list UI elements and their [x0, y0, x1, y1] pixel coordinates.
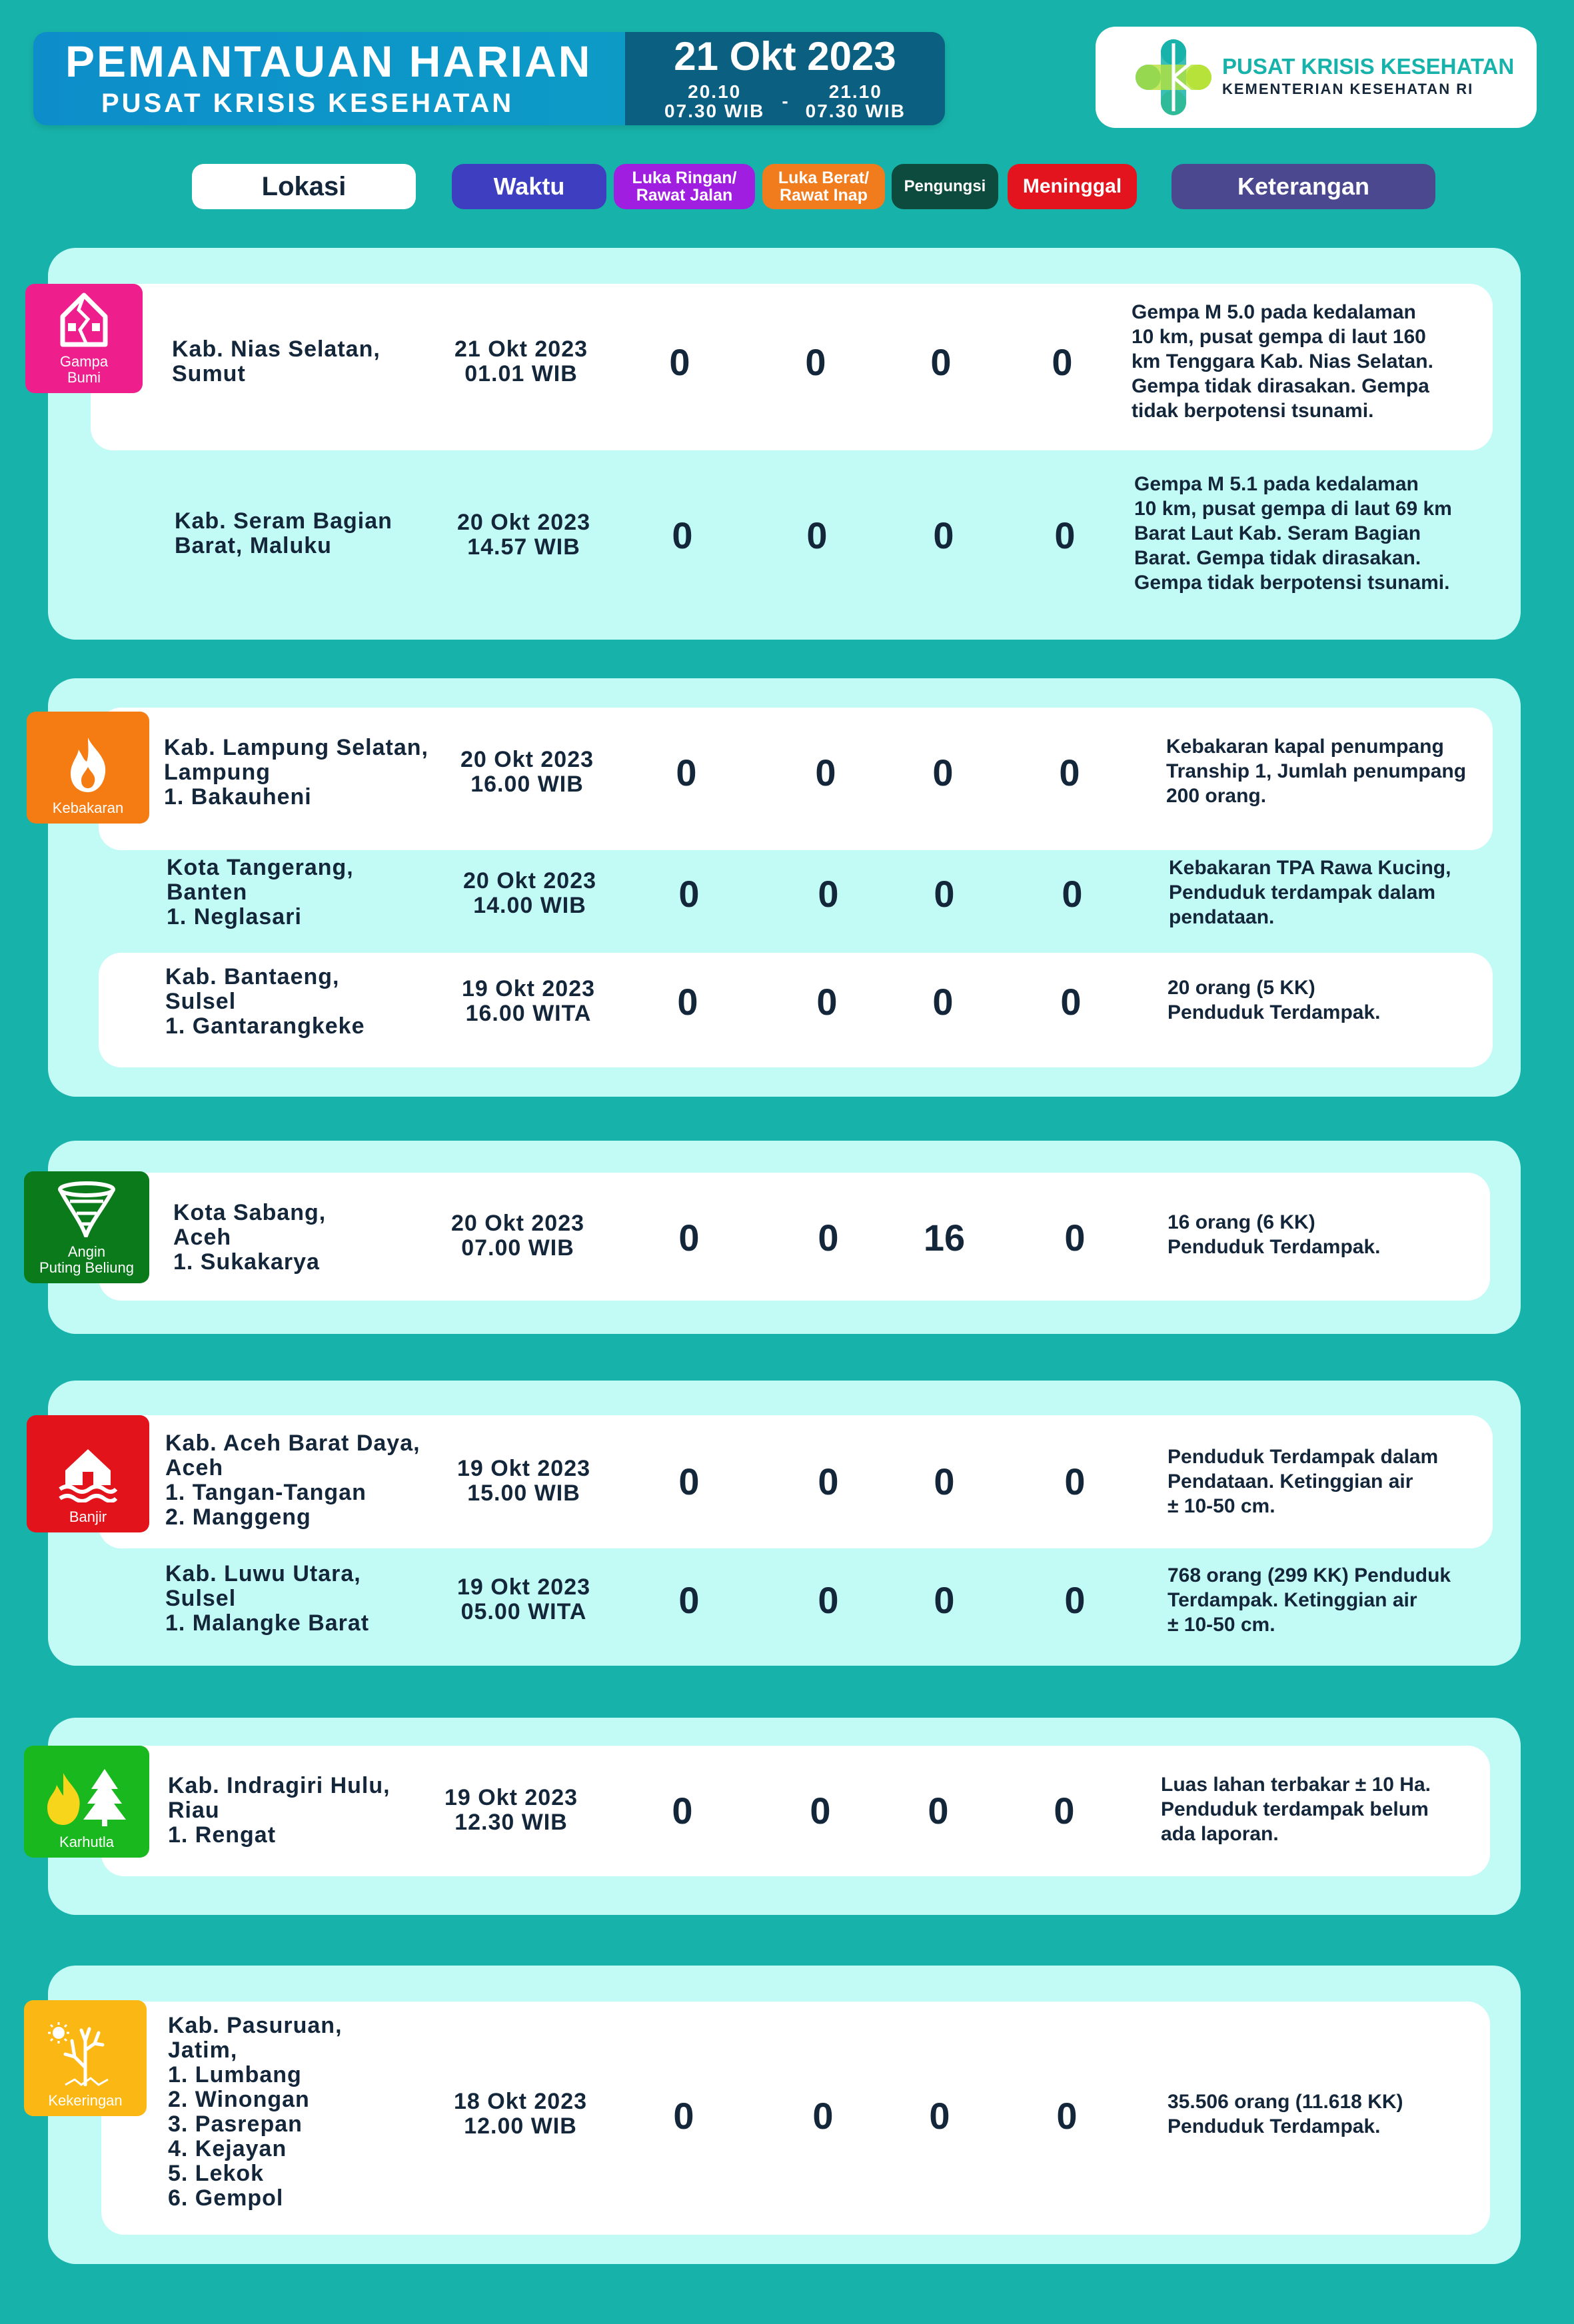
row-keterangan: Luas lahan terbakar ± 10 Ha. Penduduk terdampak belum ada laporan.	[1161, 1774, 1431, 1845]
row-luka-ringan: 0	[669, 341, 690, 383]
column-header-meninggal: Meninggal	[1008, 164, 1137, 209]
row-keterangan: 20 orang (5 KK) Penduduk Terdampak.	[1168, 977, 1381, 1023]
badge-label: Gampa Bumi	[59, 352, 109, 386]
badge-label: Kebakaran	[52, 800, 124, 817]
row-waktu: 19 Okt 2023 12.30 WIB	[444, 1785, 578, 1835]
title-block	[33, 32, 625, 125]
row-luka-berat: 0	[816, 981, 838, 1023]
fire-icon	[67, 736, 109, 794]
row-meninggal: 0	[1059, 752, 1080, 794]
page-subtitle: PUSAT KRISIS KESEHATAN	[101, 88, 514, 118]
row-lokasi: Kab. Lampung Selatan, Lampung 1. Bakauheni	[164, 735, 428, 810]
row-meninggal: 0	[1060, 981, 1082, 1023]
range-end-date: 21.10	[828, 81, 882, 102]
column-header-waktu: Waktu	[452, 164, 606, 209]
badge-banjir	[27, 1415, 149, 1532]
forest-fire-icon	[43, 1766, 130, 1828]
range-end	[806, 82, 906, 121]
row-luka-ringan: 0	[678, 1217, 700, 1259]
report-date: 21 Okt 2023	[674, 33, 896, 79]
badge-angin-puting-beliung	[24, 1171, 149, 1283]
column-header-lokasi: Lokasi	[192, 164, 416, 209]
badge-kebakaran	[27, 712, 149, 824]
row-pengungsi: 0	[932, 752, 954, 794]
row-lokasi: Kab. Pasuruan, Jatim, 1. Lumbang 2. Winongan 3. Pasrepan 4. Kejayan 5. Lekok 6. Gempol	[168, 2013, 343, 2211]
row-waktu: 18 Okt 2023 12.00 WIB	[453, 2089, 588, 2139]
row-luka-ringan: 0	[672, 514, 693, 556]
row-luka-ringan: 0	[677, 981, 698, 1023]
row-lokasi: Kab. Luwu Utara, Sulsel 1. Malangke Barat	[165, 1561, 370, 1636]
row-lokasi: Kota Sabang, Aceh 1. Sukakarya	[173, 1200, 327, 1275]
header-banner	[33, 32, 945, 125]
column-header-luka-ringan: Luka Ringan/ Rawat Jalan	[614, 164, 755, 209]
row-meninggal: 0	[1062, 873, 1083, 915]
date-block	[625, 32, 945, 125]
row-luka-berat: 0	[806, 514, 828, 556]
row-waktu: 20 Okt 2023 16.00 WIB	[460, 747, 594, 797]
flood-house-icon	[59, 1445, 117, 1502]
row-pengungsi: 0	[934, 873, 955, 915]
column-header-keterangan: Keterangan	[1172, 164, 1435, 209]
time-range	[664, 82, 906, 121]
row-luka-berat: 0	[818, 1460, 839, 1502]
row-pengungsi: 0	[933, 514, 954, 556]
tornado-icon	[57, 1181, 117, 1237]
kemenkes-logo-icon	[1134, 37, 1213, 118]
row-meninggal: 0	[1056, 2095, 1078, 2137]
row-pengungsi: 0	[930, 341, 952, 383]
row-lokasi: Kab. Aceh Barat Daya, Aceh 1. Tangan-Tangan 2. Manggeng	[165, 1431, 420, 1530]
row-keterangan: Kebakaran TPA Rawa Kucing, Penduduk terdampak dalam pendataan.	[1169, 857, 1451, 928]
range-start	[664, 82, 764, 121]
row-waktu: 20 Okt 2023 14.00 WIB	[462, 868, 597, 918]
row-lokasi: Kota Tangerang, Banten 1. Neglasari	[167, 855, 354, 929]
row-meninggal: 0	[1064, 1460, 1086, 1502]
badge-label: Karhutla	[59, 1834, 114, 1851]
row-luka-ringan: 0	[673, 2095, 694, 2137]
row-keterangan: 16 orang (6 KK) Penduduk Terdampak.	[1168, 1211, 1381, 1258]
badge-label: Banjir	[69, 1508, 107, 1526]
badge-gempa-bumi	[25, 284, 143, 393]
row-keterangan: Gempa M 5.1 pada kedalaman 10 km, pusat gempa di laut 69 km Barat Laut Kab. Seram Bagian Barat. Gempa tidak dirasakan. Gempa tidak berpotensi tsunami.	[1134, 473, 1452, 594]
badge-label: Angin Puting Beliung	[39, 1243, 134, 1277]
badge-kekeringan	[24, 2000, 147, 2116]
logo-line1: PUSAT KRISIS KESEHATAN	[1222, 54, 1515, 79]
row-luka-berat: 0	[818, 1579, 839, 1621]
row-luka-ringan: 0	[676, 752, 697, 794]
row-keterangan: 35.506 orang (11.618 KK) Penduduk Terdampak.	[1168, 2091, 1403, 2137]
row-luka-berat: 0	[810, 1790, 831, 1832]
drought-icon	[45, 2021, 125, 2086]
row-luka-ringan: 0	[678, 1579, 700, 1621]
row-meninggal: 0	[1064, 1217, 1086, 1259]
row-lokasi: Kab. Nias Selatan, Sumut	[172, 336, 381, 386]
row-keterangan: 768 orang (299 KK) Penduduk Terdampak. Ketinggian air ± 10-50 cm.	[1168, 1564, 1451, 1636]
row-pengungsi: 0	[928, 1790, 949, 1832]
range-start-date: 20.10	[688, 81, 742, 102]
row-meninggal: 0	[1064, 1579, 1086, 1621]
row-keterangan: Penduduk Terdampak dalam Pendataan. Ketinggian air ± 10-50 cm.	[1168, 1446, 1439, 1517]
row-pengungsi: 0	[934, 1579, 955, 1621]
row-lokasi: Kab. Bantaeng, Sulsel 1. Gantarangkeke	[165, 964, 365, 1039]
row-keterangan: Gempa M 5.0 pada kedalaman 10 km, pusat gempa di laut 160 km Tenggara Kab. Nias Selatan. Gempa tidak dirasakan. Gempa tidak berpotensi tsunami.	[1132, 301, 1433, 422]
row-waktu: 20 Okt 2023 07.00 WIB	[450, 1211, 585, 1261]
row-luka-ringan: 0	[672, 1790, 693, 1832]
row-luka-berat: 0	[818, 1217, 839, 1259]
badge-karhutla	[24, 1746, 149, 1858]
row-luka-ringan: 0	[678, 873, 700, 915]
logo-text	[1222, 55, 1514, 99]
logo-line2: KEMENTERIAN KESEHATAN RI	[1222, 80, 1474, 97]
row-lokasi: Kab. Indragiri Hulu, Riau 1. Rengat	[168, 1773, 391, 1848]
earthquake-house-icon	[59, 290, 109, 347]
row-waktu: 21 Okt 2023 01.01 WIB	[454, 336, 588, 386]
row-waktu: 20 Okt 2023 14.57 WIB	[456, 510, 591, 560]
row-luka-berat: 0	[805, 341, 826, 383]
row-meninggal: 0	[1052, 341, 1073, 383]
row-luka-berat: 0	[812, 2095, 834, 2137]
range-separator: -	[782, 91, 788, 111]
row-waktu: 19 Okt 2023 15.00 WIB	[456, 1456, 591, 1506]
row-keterangan: Kebakaran kapal penumpang Tranship 1, Jumlah penumpang 200 orang.	[1166, 736, 1467, 807]
column-header-luka-berat: Luka Berat/ Rawat Inap	[762, 164, 885, 209]
row-meninggal: 0	[1054, 514, 1076, 556]
range-start-time: 07.30 WIB	[664, 101, 765, 121]
row-waktu: 19 Okt 2023 16.00 WITA	[461, 976, 596, 1026]
range-end-time: 07.30 WIB	[805, 101, 906, 121]
row-pengungsi: 0	[929, 2095, 950, 2137]
row-pengungsi: 0	[932, 981, 954, 1023]
row-luka-berat: 0	[815, 752, 836, 794]
row-pengungsi: 0	[934, 1460, 955, 1502]
logo-box	[1096, 27, 1537, 128]
badge-label: Kekeringan	[48, 2092, 123, 2109]
row-luka-berat: 0	[818, 873, 839, 915]
column-header-pengungsi: Pengungsi	[892, 164, 998, 209]
row-pengungsi: 16	[923, 1217, 966, 1259]
row-luka-ringan: 0	[678, 1460, 700, 1502]
row-meninggal: 0	[1054, 1790, 1075, 1832]
page-title: PEMANTAUAN HARIAN	[65, 36, 592, 86]
row-waktu: 19 Okt 2023 05.00 WITA	[456, 1574, 591, 1624]
row-lokasi: Kab. Seram Bagian Barat, Maluku	[175, 508, 393, 558]
